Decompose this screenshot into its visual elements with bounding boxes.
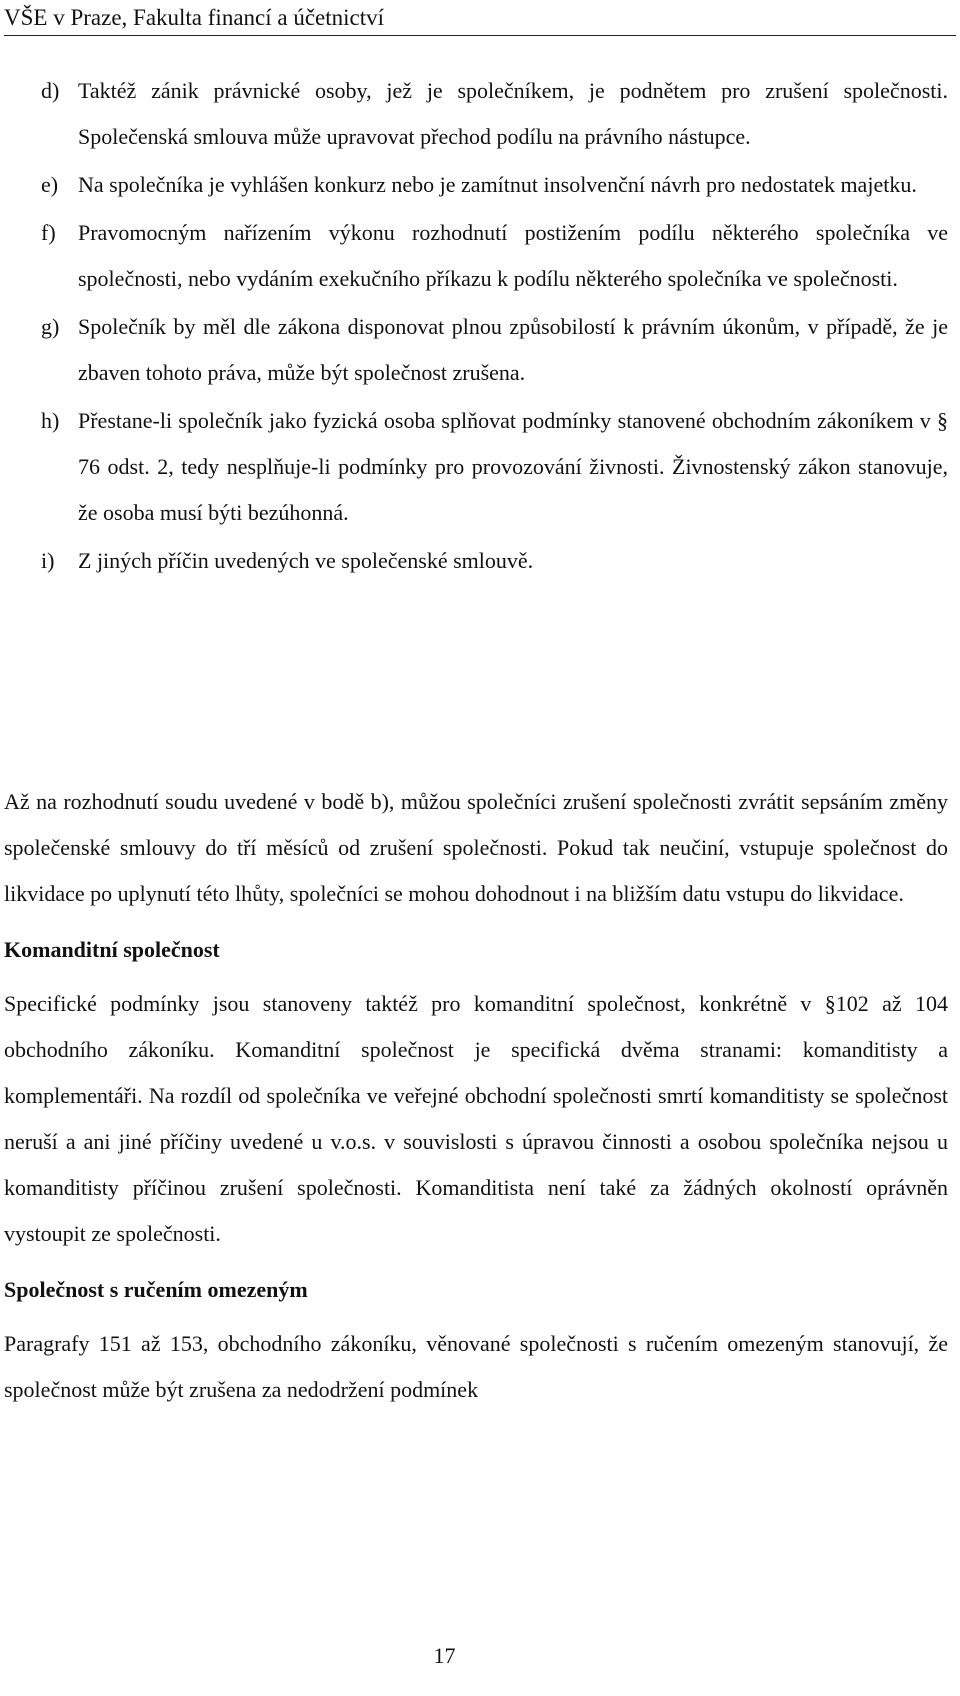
spacer [4,917,948,927]
spacer [4,1313,948,1321]
list-item-g [41,304,948,396]
list-item-f [41,210,948,302]
list-item-text: Přestane-li společník jako fyzická osoba splňovat podmínky stanovené obchodním zákoníkem v § 76 odst. 2, tedy nesplňuje-li podmínky pro provozování živnosti. Živnostenský zákon stanovuje, že osoba musí býti bezúhonná. [78,408,948,525]
list-item-i [41,538,948,584]
list-marker: h) [41,408,60,433]
list-marker: g) [41,314,60,339]
list-marker: d) [41,78,60,103]
list-item-h [41,398,948,536]
list-item-text: Z jiných příčin uvedených ve společenské smlouvě. [78,548,534,573]
section-heading-komanditni-spolecnost: Komanditní společnost [4,937,220,962]
paragraph-sro: Paragrafy 151 až 153, obchodního zákoníku, věnované společnosti s ručením omezeným stanovují, že společnost může být zrušena za nedodržení podmínek [4,1331,948,1402]
document-body [4,779,948,1413]
spacer [4,1257,948,1267]
header-divider [4,35,956,36]
spacer [4,973,948,981]
list-item-text: Společník by měl dle zákona disponovat plnou způsobilostí k právním úkonům, v případě, že je zbaven tohoto práva, může být společnost zrušena. [78,314,948,385]
running-header: VŠE v Praze, Fakulta financí a účetnictví [4,5,385,30]
paragraph-komanditni-spolecnost: Specifické podmínky jsou stanoveny taktéž pro komanditní společnost, konkrétně v §102 až 104 obchodního zákoníku. Komanditní společnost je specifická dvěma stranami: komanditisty a komplementáři. Na rozdíl od společníka ve veřejné obchodní společnosti smrtí komanditisty se společnost neruší a ani jiné příčiny uvedené u v.o.s. v souvislosti s úpravou činnosti a osobou společníka nejsou u komanditisty příčinou zrušení společnosti. Komanditista není také za žádných okolností oprávněn vystoupit ze společnosti. [4,991,948,1246]
list-item-e [41,162,948,208]
list-marker: f) [41,220,56,245]
dissolution-reasons-list [0,68,960,584]
page-number: 17 [433,1643,456,1668]
paragraph-dissolution-reversal: Až na rozhodnutí soudu uvedené v bodě b), můžou společníci zrušení společnosti zvrátit sepsáním změny společenské smlouvy do tří měsíců od zrušení společnosti. Pokud tak neučiní, vstupuje společnost do likvidace po uplynutí této lhůty, společníci se mohou dohodnout i na bližším datu vstupu do likvidace. [4,789,948,906]
list-item-d [41,68,948,160]
list-marker: i) [41,548,55,573]
list-marker: e) [41,172,59,197]
section-heading-sro: Společnost s ručením omezeným [4,1277,308,1302]
list-item-text: Pravomocným nařízením výkonu rozhodnutí postižením podílu některého společníka ve společnosti, nebo vydáním exekučního příkazu k podílu některého společníka ve společnosti. [78,220,948,291]
list-item-text: Na společníka je vyhlášen konkurz nebo je zamítnut insolvenční návrh pro nedostatek majetku. [78,172,917,197]
list-item-text: Taktéž zánik právnické osoby, jež je společníkem, je podnětem pro zrušení společnosti. Společenská smlouva může upravovat přechod podílu na právního nástupce. [78,78,948,149]
